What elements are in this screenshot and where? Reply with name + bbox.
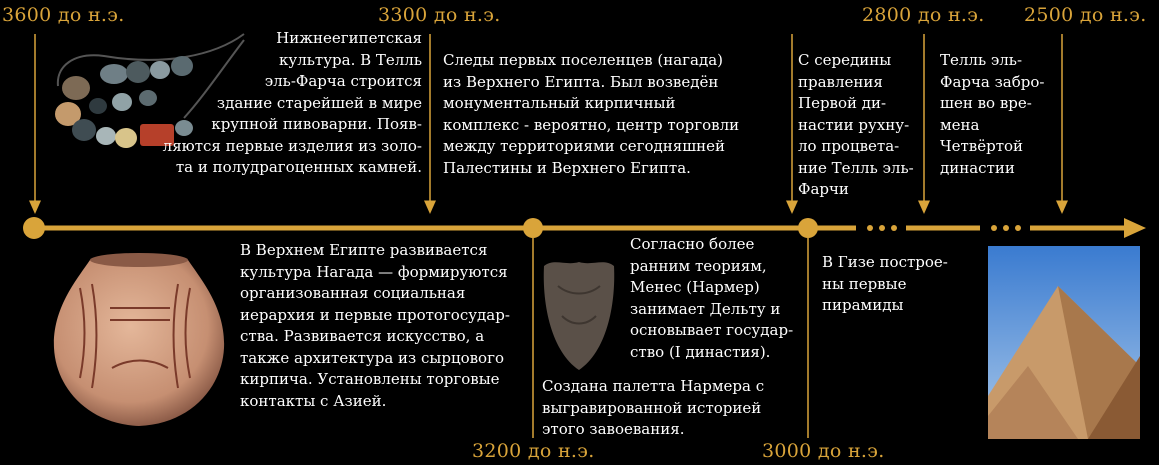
event-2800-top: Телль эль- Фарча забро- шен во вре- мена Четвёртой династии: [940, 51, 1045, 177]
event-3200-bottom-b: Создана палетта Нармера с выгравированной историей этого завоевания.: [542, 377, 765, 438]
timeline-gap-dots-2: [991, 225, 1021, 231]
timeline-arrowhead: [1124, 218, 1146, 238]
event-3200-bottom-a: Согласно более ранним теориям, Менес (Нармер) занимает Дельту и основывает государ- ство (I династия).: [630, 235, 794, 361]
event-3000-bottom: В Гизе построе- ны первые пирамиды: [822, 253, 948, 314]
event-3600-bottom: В Верхнем Египте развивается культура Нагада — формируются организованная социальная иерархия и первые протогосудар- ства. Развивается искусство, а также архитектура из сырцового кирпича. Установлены торговые контакты с Азией.: [240, 241, 510, 410]
event-3300-top: Следы первых поселенцев (нагада) из Верхнего Египта. Был возведён монументальный кирпичный комплекс - вероятно, центр торговли между территориями сегодняшней Палестины и Верхнего Египта.: [443, 51, 740, 177]
date-3300: 3300 до н.э.: [378, 4, 501, 26]
date-2800: 2800 до н.э.: [862, 4, 985, 26]
event-3000-top: С середины правления Первой ди- настии рухну- ло процвета- ние Телль эль- Фарчи: [798, 51, 914, 198]
date-3200: 3200 до н.э.: [472, 440, 595, 462]
pyramids-image: [988, 246, 1140, 439]
node-3600: [23, 217, 45, 239]
node-3200: [523, 218, 543, 238]
date-2500: 2500 до н.э.: [1024, 4, 1147, 26]
pot-image: [50, 248, 228, 428]
event-3600-top: Нижнеегипетская культура. В Телль эль-Фарча строится здание старейшей в мире крупной пивоварни. Появ- ляются первые изделия из золо- та и полудрагоценных камней.: [162, 29, 422, 176]
timeline-gap-dots-1: [867, 225, 897, 231]
date-3600: 3600 до н.э.: [2, 4, 125, 26]
palette-image: [540, 256, 618, 374]
node-3000: [798, 218, 818, 238]
date-3000: 3000 до н.э.: [762, 440, 885, 462]
